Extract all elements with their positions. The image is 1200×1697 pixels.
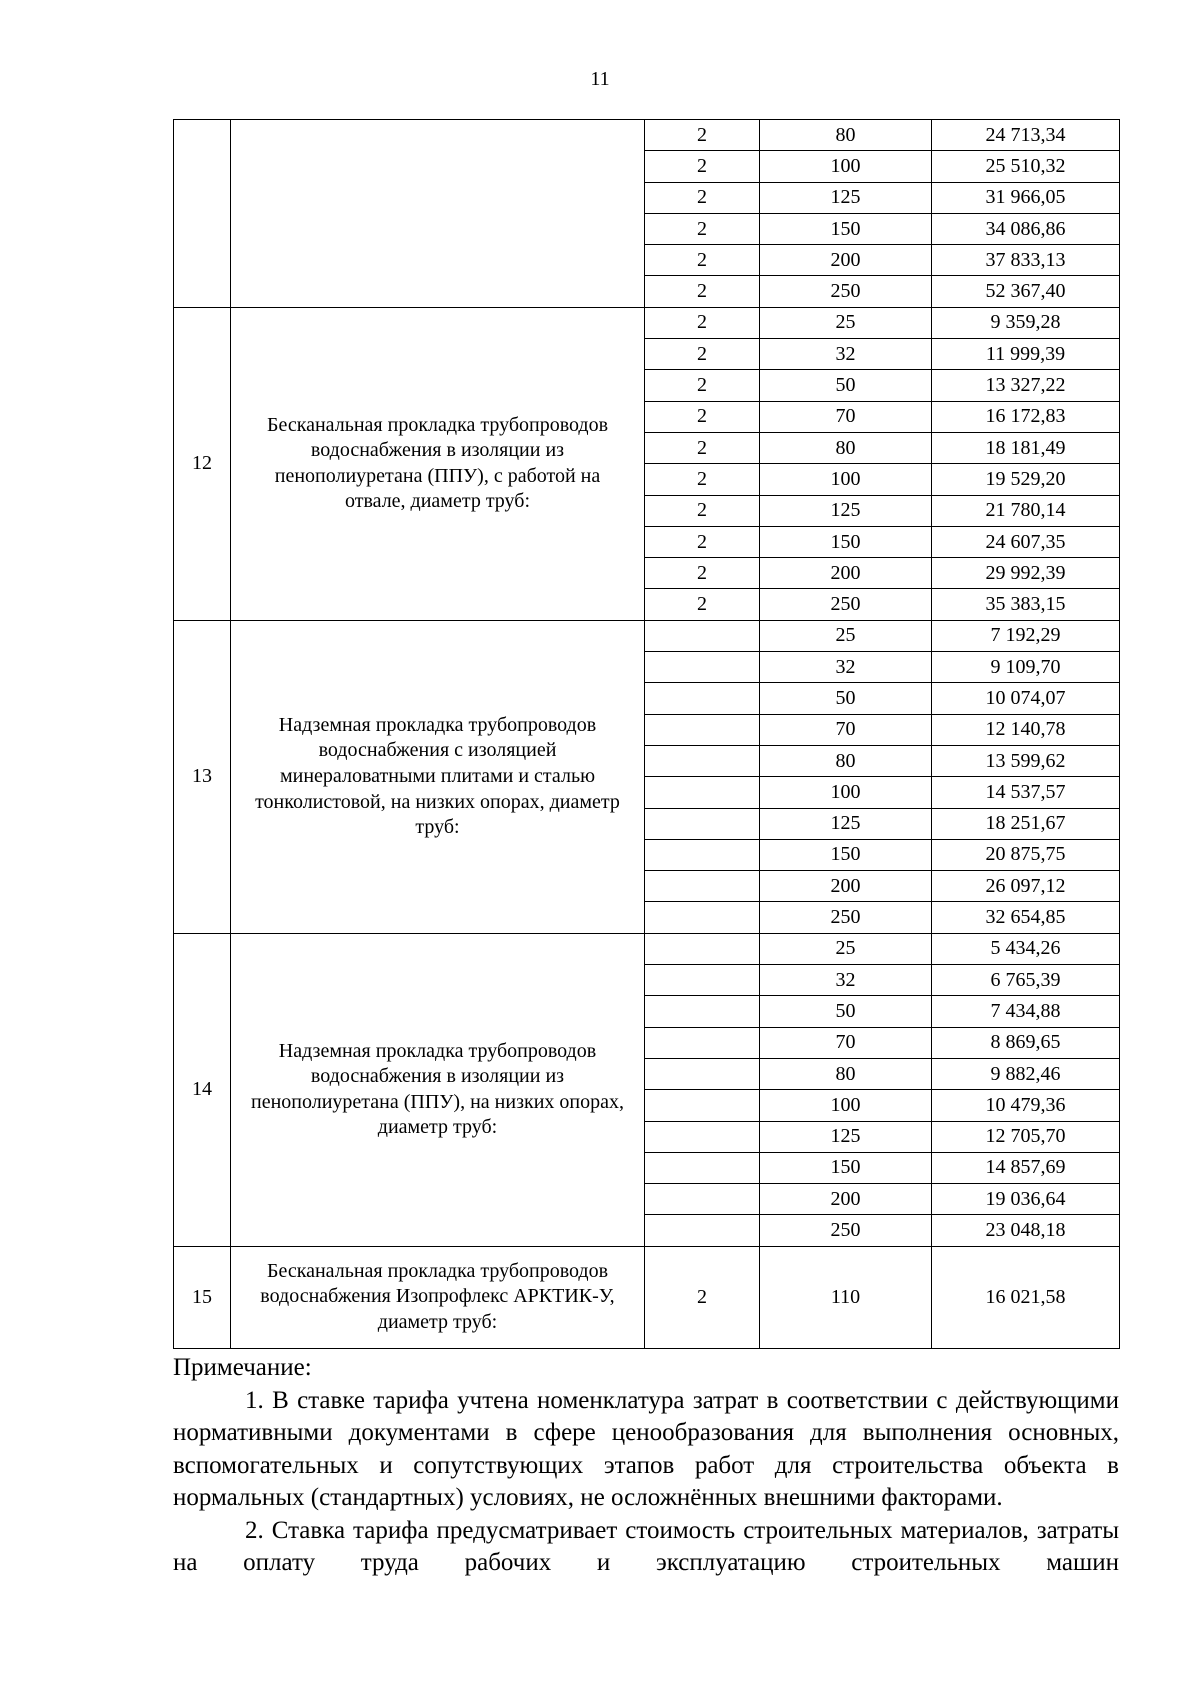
price-cell: 35 383,15 xyxy=(932,589,1120,620)
diameter-cell: 25 xyxy=(760,933,932,964)
price-cell: 5 434,26 xyxy=(932,933,1120,964)
item-number-cell: 15 xyxy=(174,1246,231,1348)
diameter-cell: 150 xyxy=(760,839,932,870)
diameter-cell: 80 xyxy=(760,1058,932,1089)
diameter-cell: 250 xyxy=(760,902,932,933)
price-cell: 20 875,75 xyxy=(932,839,1120,870)
diameter-cell: 32 xyxy=(760,652,932,683)
tariff-table xyxy=(173,119,1120,1349)
diameter-cell: 200 xyxy=(760,1184,932,1215)
price-cell: 21 780,14 xyxy=(932,495,1120,526)
price-cell: 6 765,39 xyxy=(932,965,1120,996)
note-paragraph-1: 1. В ставке тарифа учтена номенклатура затрат в соответствии с действующими нормативными документами в сфере ценообразования для выполнения основных, вспомогательных и сопутствующих этапов работ для строительства объекта в нормальных (стандартных) условиях, не осложнённых внешними факторами. xyxy=(173,1386,1119,1511)
count-cell: 2 xyxy=(645,339,760,370)
diameter-cell: 50 xyxy=(760,370,932,401)
count-cell xyxy=(645,996,760,1027)
diameter-cell: 150 xyxy=(760,1152,932,1183)
count-cell: 2 xyxy=(645,464,760,495)
item-number-cell xyxy=(174,120,231,308)
price-cell: 29 992,39 xyxy=(932,558,1120,589)
diameter-cell: 80 xyxy=(760,120,932,151)
price-cell: 13 599,62 xyxy=(932,745,1120,776)
table-row xyxy=(174,1246,1120,1348)
count-cell xyxy=(645,871,760,902)
count-cell: 2 xyxy=(645,213,760,244)
item-description-cell: Надземная прокладка трубопроводов водоснабжения с изоляцией минераловатными плитами и сталью тонколистовой, на низких опорах, диаметр труб: xyxy=(231,620,645,933)
count-cell: 2 xyxy=(645,526,760,557)
diameter-cell: 125 xyxy=(760,808,932,839)
count-cell: 2 xyxy=(645,558,760,589)
price-cell: 7 192,29 xyxy=(932,620,1120,651)
price-cell: 18 181,49 xyxy=(932,432,1120,463)
count-cell xyxy=(645,808,760,839)
price-cell: 23 048,18 xyxy=(932,1215,1120,1246)
count-cell xyxy=(645,933,760,964)
diameter-cell: 110 xyxy=(760,1246,932,1348)
page-number: 11 xyxy=(590,68,610,90)
price-cell: 24 607,35 xyxy=(932,526,1120,557)
count-cell: 2 xyxy=(645,495,760,526)
count-cell: 2 xyxy=(645,120,760,151)
diameter-cell: 125 xyxy=(760,1121,932,1152)
note-paragraph-2: 2. Ставка тарифа предусматривает стоимость строительных материалов, затраты на оплату труда рабочих и эксплуатацию строительных машин xyxy=(173,1516,1119,1576)
diameter-cell: 125 xyxy=(760,182,932,213)
price-cell: 8 869,65 xyxy=(932,1027,1120,1058)
count-cell xyxy=(645,777,760,808)
price-cell: 14 537,57 xyxy=(932,777,1120,808)
price-cell: 34 086,86 xyxy=(932,213,1120,244)
count-cell xyxy=(645,1121,760,1152)
count-cell xyxy=(645,1090,760,1121)
count-cell: 2 xyxy=(645,151,760,182)
price-cell: 13 327,22 xyxy=(932,370,1120,401)
price-cell: 19 036,64 xyxy=(932,1184,1120,1215)
count-cell: 2 xyxy=(645,182,760,213)
count-cell: 2 xyxy=(645,307,760,338)
diameter-cell: 25 xyxy=(760,307,932,338)
count-cell xyxy=(645,1152,760,1183)
diameter-cell: 100 xyxy=(760,777,932,808)
price-cell: 32 654,85 xyxy=(932,902,1120,933)
diameter-cell: 32 xyxy=(760,965,932,996)
item-description-cell xyxy=(231,120,645,308)
price-cell: 12 140,78 xyxy=(932,714,1120,745)
count-cell xyxy=(645,1184,760,1215)
count-cell xyxy=(645,965,760,996)
table-row xyxy=(174,307,1120,338)
count-cell xyxy=(645,1058,760,1089)
count-cell: 2 xyxy=(645,276,760,307)
diameter-cell: 50 xyxy=(760,996,932,1027)
diameter-cell: 80 xyxy=(760,745,932,776)
price-cell: 9 359,28 xyxy=(932,307,1120,338)
count-cell: 2 xyxy=(645,401,760,432)
count-cell xyxy=(645,620,760,651)
count-cell xyxy=(645,745,760,776)
diameter-cell: 200 xyxy=(760,558,932,589)
diameter-cell: 100 xyxy=(760,1090,932,1121)
table-row xyxy=(174,620,1120,651)
count-cell xyxy=(645,902,760,933)
diameter-cell: 100 xyxy=(760,151,932,182)
price-cell: 12 705,70 xyxy=(932,1121,1120,1152)
price-cell: 25 510,32 xyxy=(932,151,1120,182)
price-cell: 9 109,70 xyxy=(932,652,1120,683)
count-cell xyxy=(645,652,760,683)
table-row xyxy=(174,120,1120,151)
price-cell: 19 529,20 xyxy=(932,464,1120,495)
price-cell: 16 021,58 xyxy=(932,1246,1120,1348)
count-cell xyxy=(645,1215,760,1246)
diameter-cell: 50 xyxy=(760,683,932,714)
count-cell: 2 xyxy=(645,589,760,620)
price-cell: 52 367,40 xyxy=(932,276,1120,307)
diameter-cell: 150 xyxy=(760,213,932,244)
count-cell xyxy=(645,683,760,714)
count-cell: 2 xyxy=(645,245,760,276)
diameter-cell: 70 xyxy=(760,401,932,432)
diameter-cell: 70 xyxy=(760,1027,932,1058)
price-cell: 18 251,67 xyxy=(932,808,1120,839)
count-cell xyxy=(645,714,760,745)
note-block xyxy=(173,1352,1119,1580)
diameter-cell: 25 xyxy=(760,620,932,651)
diameter-cell: 80 xyxy=(760,432,932,463)
diameter-cell: 150 xyxy=(760,526,932,557)
item-description-cell: Бесканальная прокладка трубопроводов водоснабжения Изопрофлекс АРКТИК-У, диаметр труб: xyxy=(231,1246,645,1348)
count-cell: 2 xyxy=(645,1246,760,1348)
price-cell: 11 999,39 xyxy=(932,339,1120,370)
price-cell: 7 434,88 xyxy=(932,996,1120,1027)
price-cell: 26 097,12 xyxy=(932,871,1120,902)
diameter-cell: 250 xyxy=(760,1215,932,1246)
diameter-cell: 125 xyxy=(760,495,932,526)
count-cell: 2 xyxy=(645,432,760,463)
price-cell: 37 833,13 xyxy=(932,245,1120,276)
table-row xyxy=(174,933,1120,964)
diameter-cell: 32 xyxy=(760,339,932,370)
item-description-cell: Надземная прокладка трубопроводов водоснабжения в изоляции из пенополиуретана (ППУ), на низких опорах, диаметр труб: xyxy=(231,933,645,1246)
price-cell: 31 966,05 xyxy=(932,182,1120,213)
tariff-table-body xyxy=(174,120,1120,1349)
price-cell: 16 172,83 xyxy=(932,401,1120,432)
count-cell xyxy=(645,1027,760,1058)
price-cell: 10 074,07 xyxy=(932,683,1120,714)
diameter-cell: 250 xyxy=(760,589,932,620)
diameter-cell: 70 xyxy=(760,714,932,745)
item-description-cell: Бесканальная прокладка трубопроводов водоснабжения в изоляции из пенополиуретана (ППУ), с работой на отвале, диаметр труб: xyxy=(231,307,645,620)
price-cell: 9 882,46 xyxy=(932,1058,1120,1089)
diameter-cell: 100 xyxy=(760,464,932,495)
count-cell: 2 xyxy=(645,370,760,401)
diameter-cell: 200 xyxy=(760,245,932,276)
item-number-cell: 14 xyxy=(174,933,231,1246)
price-cell: 14 857,69 xyxy=(932,1152,1120,1183)
diameter-cell: 200 xyxy=(760,871,932,902)
item-number-cell: 13 xyxy=(174,620,231,933)
item-number-cell: 12 xyxy=(174,307,231,620)
price-cell: 24 713,34 xyxy=(932,120,1120,151)
note-title: Примечание: xyxy=(173,1354,312,1381)
count-cell xyxy=(645,839,760,870)
price-cell: 10 479,36 xyxy=(932,1090,1120,1121)
diameter-cell: 250 xyxy=(760,276,932,307)
